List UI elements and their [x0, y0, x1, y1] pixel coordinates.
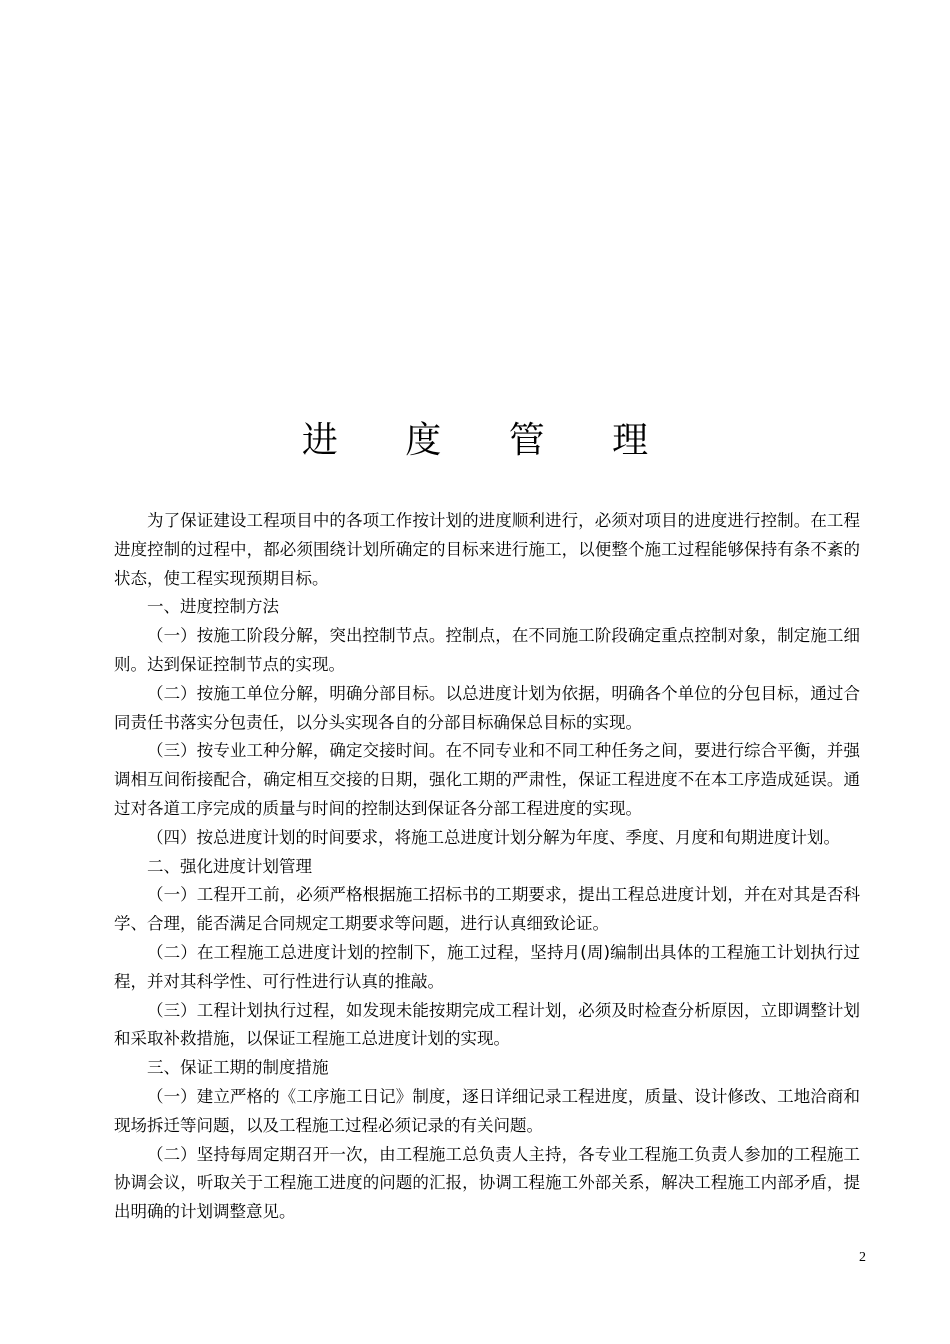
paragraph: （四）按总进度计划的时间要求，将施工总进度计划分解为年度、季度、月度和旬期进度计划。 — [147, 827, 840, 847]
paragraph: （二）坚持每周定期召开一次，由工程施工总负责人主持，各专业工程施工负责人参加的工程施工协调会议，听取关于工程施工进度的问题的汇报，协调工程施工外部关系，解决工程施工内部矛盾，提出明确的计划调整意见。 — [114, 1144, 860, 1222]
section-heading-2: 二、强化进度计划管理 — [147, 856, 312, 876]
paragraph: （一）按施工阶段分解，突出控制节点。控制点，在不同施工阶段确定重点控制对象，制定施工细则。达到保证控制节点的实现。 — [114, 626, 860, 674]
paragraph: （二）在工程施工总进度计划的控制下，施工过程，坚持月(周)编制出具体的工程施工计划执行过程，并对其科学性、可行性进行认真的推敲。 — [114, 942, 860, 991]
paragraph: （三）工程计划执行过程，如发现未能按期完成工程计划，必须及时检查分析原因，立即调整计划和采取补救措施，以保证工程施工总进度计划的实现。 — [114, 1000, 860, 1049]
page-number: 2 — [859, 1250, 866, 1265]
paragraph: （三）按专业工种分解，确定交接时间。在不同专业和不同工种任务之间，要进行综合平衡，并强调相互间衔接配合，确定相互交接的日期，强化工期的严肃性，保证工程进度不在本工序造成延误。通过对各道工序完成的质量与时间的控制达到保证各分部工程进度的实现。 — [114, 741, 860, 818]
document-body — [114, 507, 860, 1227]
paragraph: （二）按施工单位分解，明确分部目标。以总进度计划为依据，明确各个单位的分包目标，通过合同责任书落实分包责任，以分头实现各自的分部目标确保总目标的实现。 — [114, 683, 860, 732]
section-heading-1: 一、进度控制方法 — [147, 597, 279, 617]
paragraph: （一）建立严格的《工序施工日记》制度，逐日详细记录工程进度，质量、设计修改、工地洽商和现场拆迁等问题，以及工程施工过程必须记录的有关问题。 — [114, 1086, 860, 1135]
intro-paragraph: 为了保证建设工程项目中的各项工作按计划的进度顺利进行，必须对项目的进度进行控制。在工程进度控制的过程中，都必须围绕计划所确定的目标来进行施工，以便整个施工过程能够保持有条不紊的状态，使工程实现预期目标。 — [114, 511, 860, 588]
section-heading-3: 三、保证工期的制度措施 — [147, 1058, 329, 1078]
document-title: 进 度 管 理 — [301, 420, 677, 461]
paragraph: （一）工程开工前，必须严格根据施工招标书的工期要求，提出工程总进度计划，并在对其是否科学、合理，能否满足合同规定工期要求等问题，进行认真细致论证。 — [114, 885, 860, 934]
